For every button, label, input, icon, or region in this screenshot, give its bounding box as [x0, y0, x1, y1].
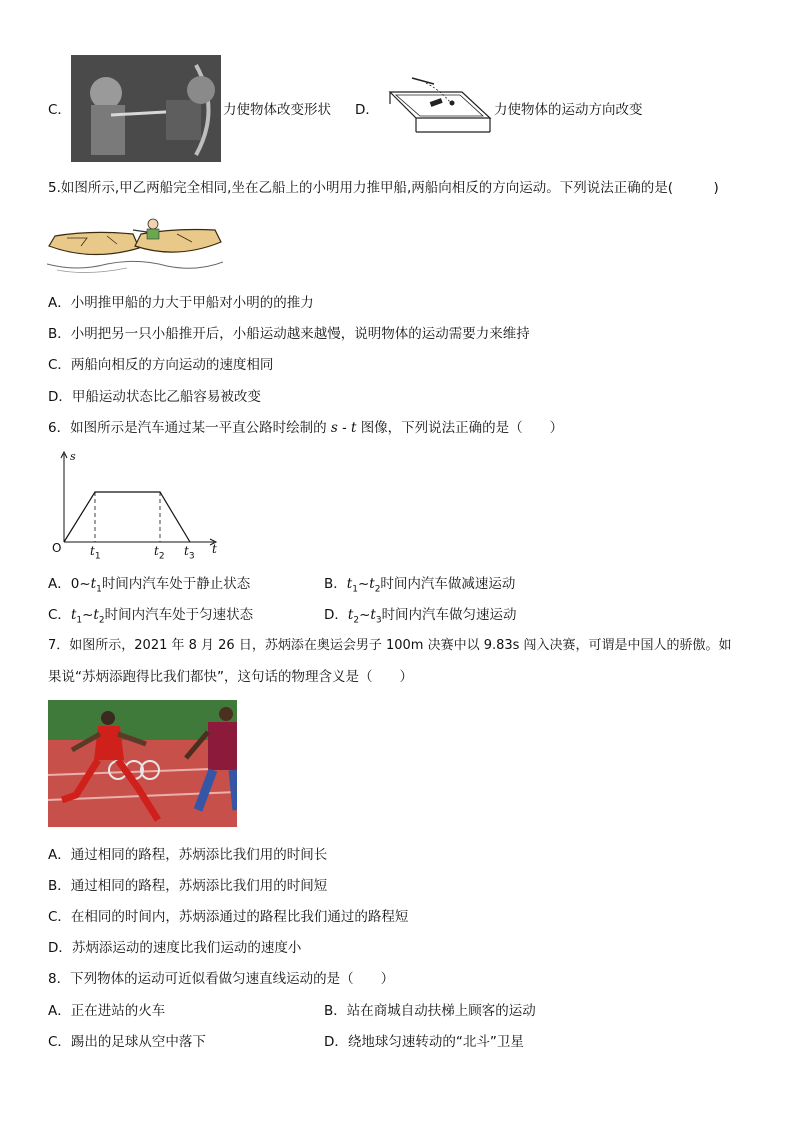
q5-option-b: B．小明把另一只小船推开后，小船运动越来越慢，说明物体的运动需要力来维持	[48, 326, 530, 342]
q6-stem	[48, 419, 563, 437]
q8-option-b: B．站在商城自动扶梯上顾客的运动	[324, 1003, 536, 1019]
q4-option-d-text: 力使物体的运动方向改变	[494, 102, 643, 118]
q5-option-a: A．小明推甲船的力大于甲船对小明的的推力	[48, 295, 314, 311]
q7-option-a: A．通过相同的路程，苏炳添比我们用的时间长	[48, 847, 328, 863]
q8-option-c: C．踢出的足球从空中落下	[48, 1034, 206, 1050]
s-t-graph-svg	[50, 446, 225, 561]
q4-option-d-label: D．	[355, 102, 379, 118]
s-t-graph	[50, 446, 225, 561]
t3-label: $t_3$	[184, 544, 195, 562]
q6-option-a: A．$0\sim t_1$时间内汽车处于静止状态	[48, 576, 251, 595]
q6-stem-pre: 6．如图所示是汽车通过某一平直公路时绘制的	[48, 420, 327, 436]
boats-art	[47, 216, 223, 276]
q7-option-c: C．在相同的时间内，苏炳添通过的路程比我们通过的路程短	[48, 909, 409, 925]
origin-label: O	[52, 541, 62, 555]
t2-label: $t_2$	[154, 544, 165, 562]
archery-photo-art	[71, 55, 221, 162]
q7-option-b: B．通过相同的路程，苏炳添比我们用的时间短	[48, 878, 328, 894]
sprinter-photo	[48, 700, 237, 827]
ball-table-art	[382, 70, 494, 140]
sprinter-photo-art	[48, 700, 237, 827]
boats-drawing	[47, 216, 223, 276]
q8-option-a: A．正在进站的火车	[48, 1003, 166, 1019]
ball-table-drawing	[382, 70, 494, 140]
x-axis-label: t	[212, 542, 217, 556]
q7-option-d: D．苏炳添运动的速度比我们运动的速度小	[48, 940, 302, 956]
q5-option-d: D．甲船运动状态比乙船容易被改变	[48, 389, 261, 405]
archery-photo	[71, 55, 221, 162]
t1-label: $t_1$	[90, 544, 101, 562]
q5-option-c: C．两船向相反的方向运动的速度相同	[48, 357, 274, 373]
q6-stem-post: 图像，下列说法正确的是（ ）	[360, 420, 564, 436]
q6-option-d: D．$t_2\sim t_3$时间内汽车做匀速运动	[324, 607, 517, 626]
q4-option-c-text: 力使物体改变形状	[223, 102, 331, 118]
q8-option-d: D．绕地球匀速转动的“北斗”卫星	[324, 1034, 524, 1050]
y-axis-label: s	[70, 450, 76, 463]
s-t-curve	[64, 492, 190, 542]
q6-option-c: C．$t_1\sim t_2$时间内汽车处于匀速状态	[48, 607, 254, 626]
q5-stem: 5.如图所示,甲乙两船完全相同,坐在乙船上的小明用力推甲船,两船向相反的方向运动。下列说法正确的是( )	[48, 180, 719, 196]
q4-option-c-label: C．	[48, 102, 71, 118]
q8-stem: 8．下列物体的运动可近似看做匀速直线运动的是（ ）	[48, 971, 395, 987]
q7-stem-line1: 7．如图所示，2021 年 8 月 26 日，苏炳添在奥运会男子 100m 决赛中以 9.83s 闯入决赛，可谓是中国人的骄傲。如	[48, 638, 732, 653]
q6-option-b: B．$t_1\sim t_2$时间内汽车做减速运动	[324, 576, 516, 595]
q7-stem-line2: 果说“苏炳添跑得比我们都快”，这句话的物理含义是（ ）	[48, 669, 413, 685]
q6-stem-var: s - t	[330, 420, 357, 436]
